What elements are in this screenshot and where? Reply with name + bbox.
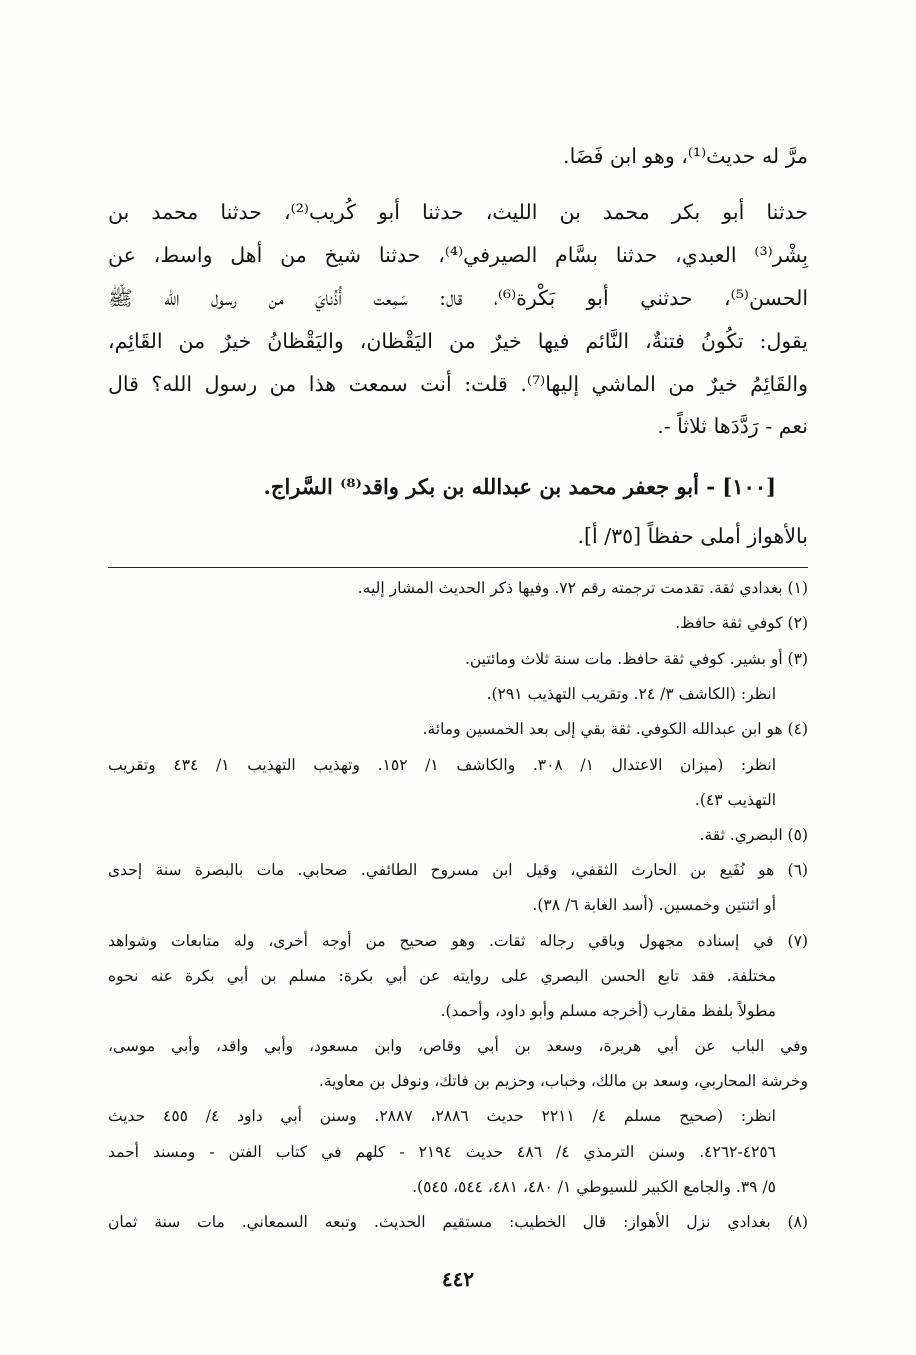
text-line-3: بِشْر⁽³⁾ العبدي، حدثنا بسَّام الصيرفي⁽⁴⁾، حدثنا شيخ من أهل واسط، عن bbox=[108, 243, 808, 267]
footnote-3: (٣) أو بشير. كوفي ثقة حافظ. مات سنة ثلاث ومائتين. bbox=[464, 650, 808, 668]
footnote-7-cont-4: وخرشة المحاربي، وسعد بن مالك، وخباب، وحزيم بن فاتك، ونوفل بن معاوية. bbox=[318, 1072, 808, 1090]
footnote-8: (٨) بغدادي نزل الأهواز: قال الخطيب: مستقيم الحديث. وتبعه السمعاني. مات سنة ثمان bbox=[108, 1213, 808, 1231]
footnote-7-ref-1: انظر: (صحيح مسلم ٤/ ٢٢١١ حديث ٢٨٨٦، ٢٨٨٧. وسنن أبي داود ٤/ ٤٥٥ حديث bbox=[108, 1107, 776, 1125]
footnote-7: (٧) في إسناده مجهول وباقي رجاله ثقات. وهو صحيح من أوجه أخرى، وله متابعات وشواهد bbox=[108, 932, 808, 950]
footnote-6-cont: أو اثنتين وخمسين. (أسد الغابة ٦/ ٣٨). bbox=[532, 896, 776, 914]
footnote-3-ref: انظر: (الكاشف ٣/ ٢٤. وتقريب التهذيب ٢٩١). bbox=[486, 685, 776, 703]
footnote-6: (٦) هو نُفَيع بن الحارث الثقفي، وقيل ابن مسروح الطائفي. صحابي. مات بالبصرة سنة إحدى bbox=[108, 861, 808, 879]
footnote-rule bbox=[108, 567, 808, 568]
footnote-1: (١) بغدادي ثقة. تقدمت ترجمته رقم ٧٢. وفيها ذكر الحديث المشار إليه. bbox=[357, 579, 808, 597]
footnote-7-ref-2: ٤٢٥٦-٤٢٦٢. وسنن الترمذي ٤/ ٤٨٦ حديث ٢١٩٤ - كلهم في كتاب الفتن - ومسند أحمد bbox=[108, 1143, 776, 1161]
footnote-7-ref-3: ٥/ ٣٩. والجامع الكبير للسيوطي ١/ ٤٨٠، ٤٨١، ٥٤٤، ٥٤٥). bbox=[412, 1178, 776, 1196]
footnote-4: (٤) هو ابن عبدالله الكوفي. ثقة بقي إلى بعد الخمسين ومائة. bbox=[422, 720, 808, 738]
footnote-7-cont-1: مختلفة. فقد تابع الحسن البصري على روايته عن أبي بكرة: مسلم بن أبي بكرة عنه نحوه bbox=[108, 967, 776, 985]
text-line-7: نعم - رَدَّدَها ثلاثاً -. bbox=[657, 414, 808, 438]
entry-subheading: بالأهواز أملى حفظاً [٣٥/ أ]. bbox=[577, 524, 808, 548]
entry-heading: [١٠٠] - أبو جعفر محمد بن عبدالله بن بكر واقد⁽⁸⁾ السَّراج. bbox=[263, 474, 776, 499]
text-line-1: مرَّ له حديث⁽¹⁾، وهو ابن فَضَا. bbox=[563, 144, 808, 168]
text-line-4: الحسن⁽⁵⁾، حدثني أبو بَكْرة⁽⁶⁾، قال: سَمِعت أُذُنايَ من رسول الله ﷺ bbox=[108, 286, 809, 310]
footnote-4-ref: انظر: (ميزان الاعتدال ١/ ٣٠٨. والكاشف ١/ ١٥٢. وتهذيب التهذيب ١/ ٤٣٤ وتقريب bbox=[108, 756, 777, 774]
text-line-5: يقول: تكُونُ فتنةٌ، النَّائم فيها خيرٌ من اليَقْظان، واليَقْظانُ خيرٌ من القَائِم، bbox=[108, 329, 808, 353]
footnote-5: (٥) البصري. ثقة. bbox=[699, 826, 808, 844]
footnote-4-ref-cont: التهذيب ٤٣). bbox=[694, 791, 776, 809]
text-line-6: والقَائِمُ خيرٌ من الماشي إليها⁽⁷⁾. قلت: أنت سمعت هذا من رسول الله؟ قال bbox=[108, 372, 808, 396]
footnote-7-cont-2: مطولاً بلفظ مقارب (أخرجه مسلم وأبو داود، وأحمد). bbox=[440, 1002, 776, 1020]
footnote-7-cont-3: وفي الباب عن أبي هريرة، وسعد بن أبي وقاص، وابن مسعود، وأبي واقد، وأبي موسى، bbox=[108, 1037, 808, 1055]
page-number: ٤٤٢ bbox=[441, 1267, 475, 1291]
footnote-2: (٢) كوفي ثقة حافظ. bbox=[675, 614, 808, 632]
text-line-2: حدثنا أبو بكر محمد بن الليث، حدثنا أبو كُريب⁽²⁾، حدثنا محمد بن bbox=[108, 200, 808, 224]
